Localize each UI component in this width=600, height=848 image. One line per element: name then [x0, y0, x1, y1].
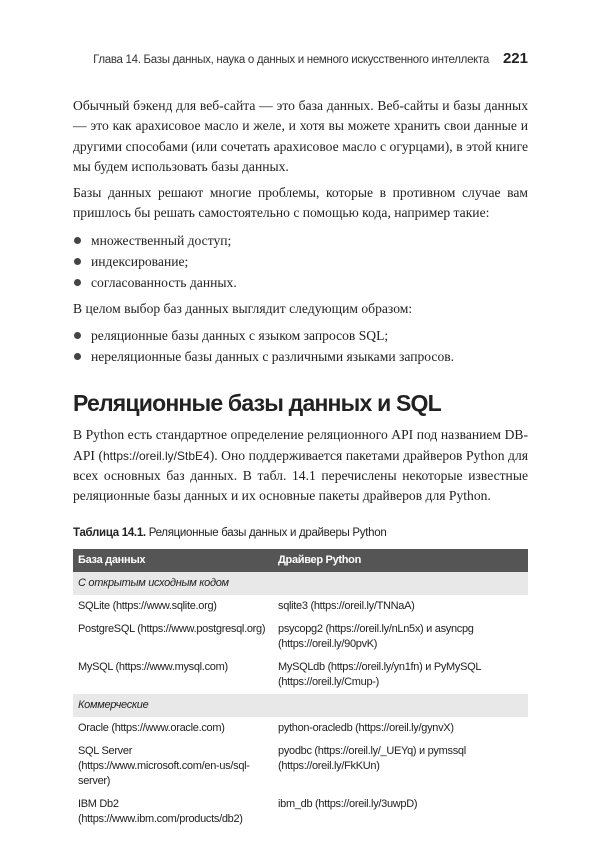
list-item	[73, 230, 528, 251]
database-cell: IBM Db2 (https://www.ibm.com/products/db2)	[78, 797, 243, 825]
table-row	[73, 793, 528, 831]
driver-cell: pyodbc (https://oreil.ly/_UEYq) и pymssql (https://oreil.ly/FkKUn)	[278, 744, 466, 772]
list-item-text: индексирование;	[91, 253, 189, 269]
database-cell: MySQL (https://www.mysql.com)	[78, 660, 228, 673]
list-item-text: реляционные базы данных с языком запросов SQL;	[91, 328, 389, 344]
database-cell: Oracle (https://www.oracle.com)	[78, 721, 225, 734]
bullet-icon	[74, 279, 81, 286]
text: ). Оно поддерживается пакетами драйверов Python для всех основных баз данных. В табл. 14.1 перечислены некоторые известные реляционные базы данных и их основные пакеты драйверов для Python.	[73, 447, 528, 504]
text: В Python есть стандартное определение реляционного API под названием DB-API (	[73, 427, 528, 463]
group-title: Коммерческие	[73, 694, 528, 717]
bullet-icon	[74, 237, 81, 244]
database-cell: SQL Server (https://www.microsoft.com/en-us/sql-server)	[78, 744, 250, 787]
list-item	[73, 251, 528, 272]
list-item	[73, 325, 528, 346]
list-item	[73, 346, 528, 367]
driver-cell: MySQLdb (https://oreil.ly/yn1fn) и PyMySQL (https://oreil.ly/Cmup-)	[278, 660, 481, 688]
bullet-icon	[74, 258, 81, 265]
driver-cell: python-oracledb (https://oreil.ly/gynvX)	[278, 721, 454, 734]
paragraph: Обычный бэкенд для веб-сайта — это база данных. Веб-сайты и базы данных — это как арахисовое масло и желе, и хотя вы можете хранить свои данные и другими способами (или сочетать арахисовое масло с огурцами), в этой книге мы будем использовать базы данных.	[73, 98, 528, 174]
table-group-row	[73, 572, 528, 595]
table-row	[73, 717, 528, 740]
driver-cell: ibm_db (https://oreil.ly/3uwpD)	[278, 797, 418, 810]
section-heading: Реляционные базы данных и SQL	[73, 390, 441, 417]
column-header: База данных	[73, 549, 273, 572]
drivers-table	[73, 549, 528, 831]
caption-label: Таблица 14.1.	[73, 526, 146, 539]
running-header	[73, 50, 528, 67]
table-row	[73, 595, 528, 618]
list-item-text: множественный доступ;	[91, 232, 232, 248]
chapter-title: Глава 14. Базы данных, наука о данных и немного искусственного интеллекта	[93, 54, 489, 66]
page-body	[73, 96, 528, 831]
bullet-list	[73, 325, 528, 367]
group-title: С открытым исходным кодом	[73, 572, 528, 595]
list-item-text: согласованность данных.	[91, 274, 237, 290]
bullet-list	[73, 230, 528, 293]
column-header: Драйвер Python	[273, 549, 528, 572]
paragraph	[73, 425, 528, 506]
paragraph: Базы данных решают многие проблемы, которые в противном случае вам пришлось бы решать самостоятельно с помощью кода, например такие:	[73, 185, 528, 221]
driver-cell: psycopg2 (https://oreil.ly/nLn5x) и asyncpg (https://oreil.ly/90pvK)	[278, 622, 474, 650]
driver-cell: sqlite3 (https://oreil.ly/TNNaA)	[278, 599, 415, 612]
page-number: 221	[502, 50, 528, 67]
paragraph: В целом выбор баз данных выглядит следующим образом:	[73, 300, 413, 316]
bullet-icon	[74, 353, 81, 360]
database-cell: PostgreSQL (https://www.postgresql.org)	[78, 622, 266, 635]
table-row	[73, 740, 528, 793]
list-item-text: нереляционные базы данных с различными языками запросов.	[91, 349, 455, 365]
database-cell: SQLite (https://www.sqlite.org)	[78, 599, 217, 612]
list-item	[73, 272, 528, 293]
link[interactable]: https://oreil.ly/StbE4	[102, 448, 210, 463]
table-group-row	[73, 694, 528, 717]
table-row	[73, 618, 528, 656]
table-header-row	[73, 549, 528, 572]
table-caption	[73, 523, 528, 543]
caption-text: Реляционные базы данных и драйверы Python	[148, 526, 387, 539]
table-row	[73, 656, 528, 694]
bullet-icon	[74, 332, 81, 339]
